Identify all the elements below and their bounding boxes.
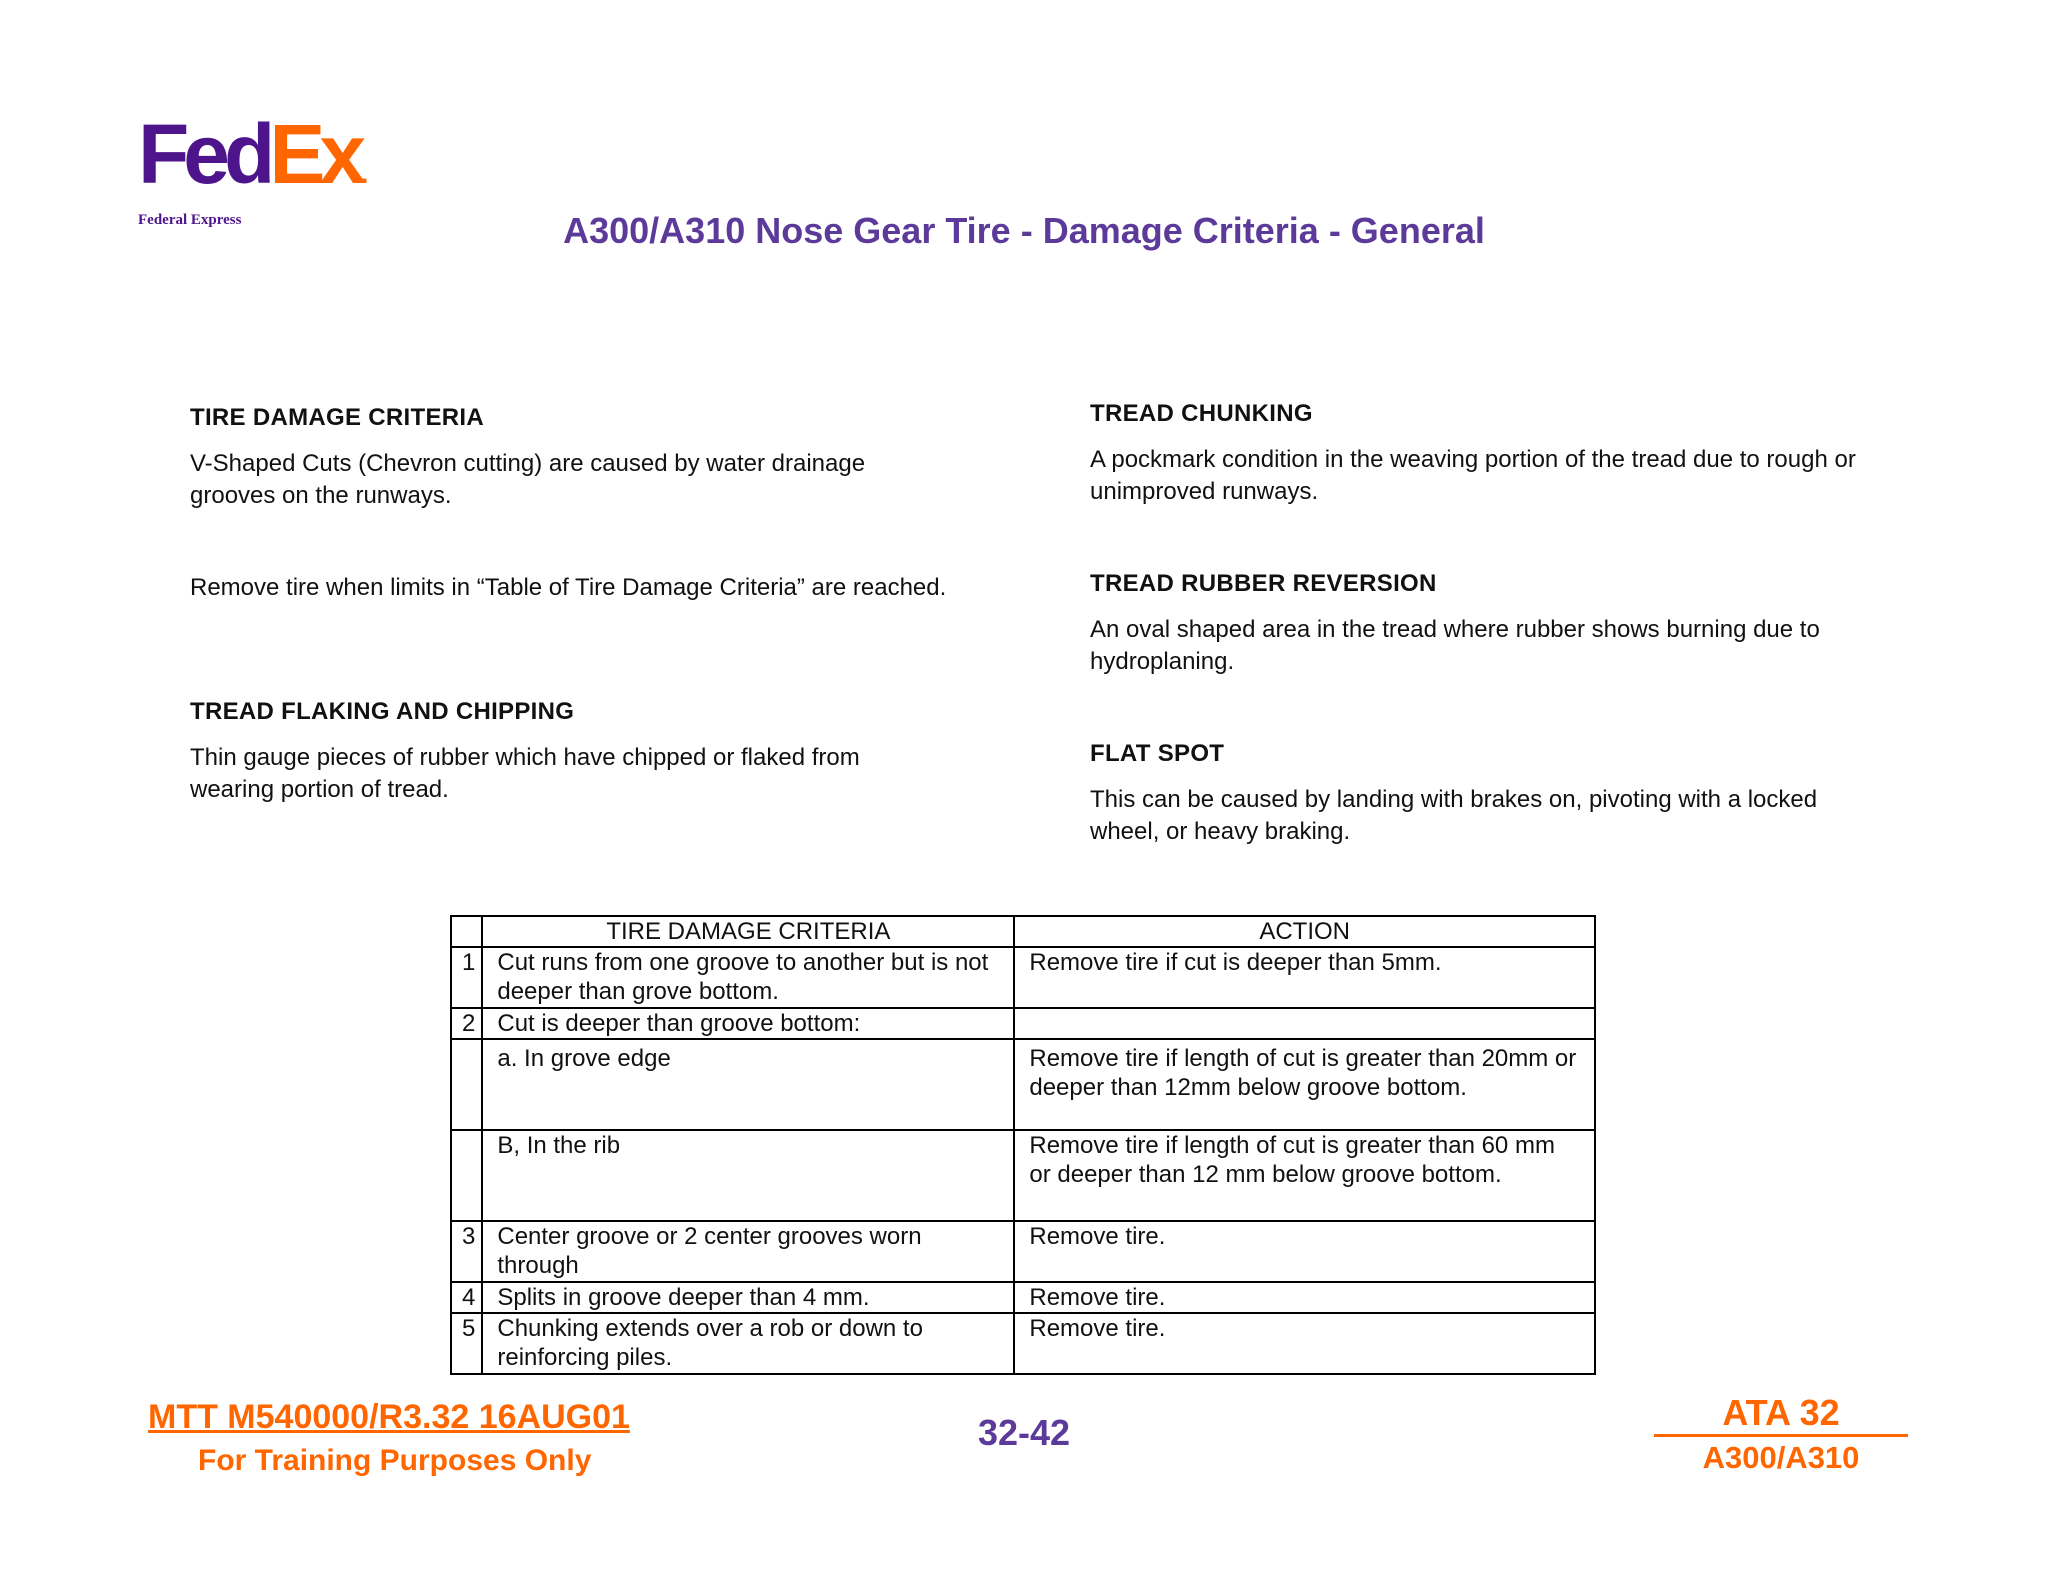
row-action bbox=[1014, 1008, 1595, 1039]
heading-tire-damage-criteria: TIRE DAMAGE CRITERIA bbox=[190, 404, 484, 431]
logo-wordmark bbox=[138, 107, 369, 210]
row-criteria: Cut runs from one groove to another but is not deeper than grove bottom. bbox=[482, 947, 1014, 1008]
row-num bbox=[451, 1039, 482, 1130]
logo-subtitle: Federal Express bbox=[138, 212, 242, 228]
row-criteria: Cut is deeper than groove bottom: bbox=[482, 1008, 1014, 1039]
row-num: 5 bbox=[451, 1313, 482, 1374]
row-action: Remove tire if cut is deeper than 5mm. bbox=[1014, 947, 1595, 1008]
row-criteria: Splits in groove deeper than 4 mm. bbox=[482, 1282, 1014, 1313]
text-tread-chunking: A pockmark condition in the weaving portion of the tread due to rough or unimproved runways. bbox=[1090, 446, 1856, 505]
row-action: Remove tire if length of cut is greater than 60 mm or deeper than 12 mm below groove bottom. bbox=[1014, 1130, 1595, 1221]
row-criteria: Chunking extends over a rob or down to reinforcing piles. bbox=[482, 1313, 1014, 1374]
row-num: 1 bbox=[451, 947, 482, 1008]
header-criteria: TIRE DAMAGE CRITERIA bbox=[482, 916, 1014, 947]
page-title: A300/A310 Nose Gear Tire - Damage Criteria - General bbox=[563, 210, 1485, 251]
footer-ata: ATA 32 bbox=[1654, 1392, 1908, 1437]
table-row bbox=[451, 1008, 1595, 1039]
table-header-row bbox=[451, 916, 1595, 947]
table-row bbox=[451, 1130, 1595, 1221]
fedex-logo bbox=[138, 107, 369, 228]
row-action: Remove tire. bbox=[1014, 1313, 1595, 1374]
footer-training-notice: For Training Purposes Only bbox=[198, 1444, 592, 1477]
table-row bbox=[451, 1313, 1595, 1374]
heading-flat-spot: FLAT SPOT bbox=[1090, 740, 1225, 767]
text-remove-tire-limits: Remove tire when limits in “Table of Tire Damage Criteria” are reached. bbox=[190, 574, 947, 601]
footer-aircraft: A300/A310 bbox=[1702, 1440, 1860, 1475]
heading-tread-rubber-reversion: TREAD RUBBER REVERSION bbox=[1090, 570, 1437, 597]
row-num bbox=[451, 1130, 482, 1221]
header-action: ACTION bbox=[1014, 916, 1595, 947]
heading-tread-chunking: TREAD CHUNKING bbox=[1090, 400, 1313, 427]
row-action: Remove tire. bbox=[1014, 1221, 1595, 1282]
criteria-table bbox=[450, 915, 1596, 1375]
text-tread-rubber-reversion: An oval shaped area in the tread where rubber shows burning due to hydroplaning. bbox=[1090, 616, 1820, 675]
row-criteria: B, In the rib bbox=[482, 1130, 1014, 1221]
text-tire-damage-criteria: V-Shaped Cuts (Chevron cutting) are caused by water drainage grooves on the runways. bbox=[190, 450, 866, 509]
row-num: 2 bbox=[451, 1008, 482, 1039]
row-criteria: Center groove or 2 center grooves worn through bbox=[482, 1221, 1014, 1282]
logo-dot: . bbox=[360, 157, 369, 190]
row-num: 4 bbox=[451, 1282, 482, 1313]
text-flat-spot: This can be caused by landing with brakes on, pivoting with a locked wheel, or heavy braking. bbox=[1090, 786, 1818, 845]
row-action: Remove tire if length of cut is greater than 20mm or deeper than 12mm below groove bottom. bbox=[1014, 1039, 1595, 1130]
table-row bbox=[451, 1282, 1595, 1313]
text-tread-flaking: Thin gauge pieces of rubber which have chipped or flaked from wearing portion of tread. bbox=[190, 744, 860, 803]
row-num: 3 bbox=[451, 1221, 482, 1282]
footer-page-number: 32-42 bbox=[978, 1412, 1071, 1453]
heading-tread-flaking: TREAD FLAKING AND CHIPPING bbox=[190, 698, 575, 725]
row-action: Remove tire. bbox=[1014, 1282, 1595, 1313]
header-num bbox=[451, 916, 482, 947]
footer-doc-ref: MTT M540000/R3.32 16AUG01 bbox=[148, 1398, 630, 1436]
logo-ex: Ex bbox=[269, 107, 361, 201]
table-row bbox=[451, 1221, 1595, 1282]
table-row bbox=[451, 947, 1595, 1008]
logo-fed: Fed bbox=[138, 107, 270, 201]
row-criteria: a. In grove edge bbox=[482, 1039, 1014, 1130]
table-row bbox=[451, 1039, 1595, 1130]
